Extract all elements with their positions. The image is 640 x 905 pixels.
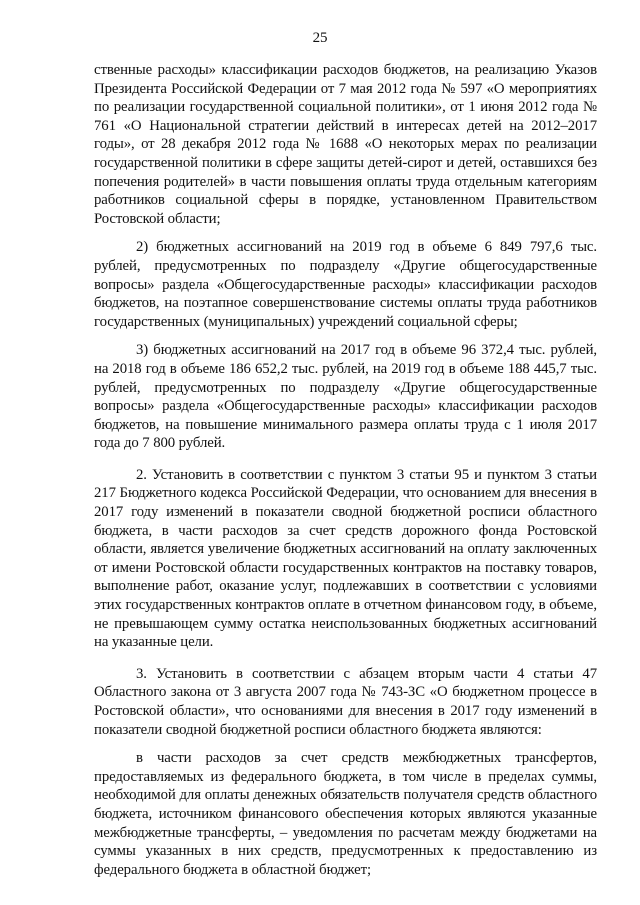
paragraph-continuation: ственные расходы» классификации расходов бюджетов, на реализацию Указов Президента Российской Федерации от 7 мая 2012 года № 597 «О мероприятиях по реализации государственной социальной политики», от 1 июня 2012 года № 761 «О Национальной стратегии действий в интересах детей на 2012–2017 годы», от 28 декабря 2012 года № 1688 «О некоторых мерах по реализации государственной политики в сфере защиты детей-сирот и детей, оставшихся без попечения родителей» в части повышения оплаты труда отдельным категориям работников социальной сферы в порядке, установленном Правительством Ростовской области;	[94, 62, 597, 227]
paragraph-clause-3: 3. Установить в соответствии с абзацем вторым части 4 статьи 47 Областного закона от 3 августа 2007 года № 743-ЗС «О бюджетном процессе в Ростовской области», что основаниями для внесения в 2017 году изменений в показатели сводной бюджетной росписи областного бюджета являются:	[94, 665, 597, 738]
paragraph-item-2: 2) бюджетных ассигнований на 2019 год в объеме 6 849 797,6 тыс. рублей, предусмотренных по подразделу «Другие общегосударственные вопросы» раздела «Общегосударственные расходы» классификации расходов бюджетов, на поэтапное совершенствование системы оплаты труда работников государственных (муниципальных) учреждений социальной сферы;	[94, 239, 597, 330]
paragraph-clause-2: 2. Установить в соответствии с пунктом 3 статьи 95 и пунктом 3 статьи 217 Бюджетного кодекса Российской Федерации, что основанием для внесения в 2017 году изменений в показатели сводной бюджетной росписи областного бюджета, в части расходов за счет средств дорожного фонда Ростовской области, является увеличение бюджетных ассигнований на оплату заключенных от имени Ростовской области государственных контрактов на поставку товаров, выполнение работ, оказание услуг, подлежавших в соответствии с условиями этих государственных контрактов оплате в отчетном финансовом году, в объеме, не превышающем сумму остатка неиспользованных бюджетных ассигнований на указанные цели.	[94, 466, 597, 651]
body-text	[94, 61, 597, 879]
paragraph-transfers: в части расходов за счет средств межбюджетных трансфертов, предоставляемых из федерального бюджета, в том числе в пределах суммы, необходимой для оплаты денежных обязательств получателя средств областного бюджета, источником финансового обеспечения которых являются указанные межбюджетные трансферты, – уведомления по расчетам между бюджетами на суммы указанных в них средств, предусмотренных к предоставлению из федерального бюджета в областной бюджет;	[94, 750, 597, 878]
page-number: 25	[312, 30, 328, 46]
paragraph-item-3: 3) бюджетных ассигнований на 2017 год в объеме 96 372,4 тыс. рублей, на 2018 год в объеме 186 652,2 тыс. рублей, на 2019 год в объеме 188 445,7 тыс. рублей, предусмотренных по подразделу «Другие общегосударственные вопросы» раздела «Общегосударственные расходы» классификации расходов бюджетов, на повышение минимального размера оплаты труда с 1 июля 2017 года до 7 800 рублей.	[94, 342, 597, 452]
